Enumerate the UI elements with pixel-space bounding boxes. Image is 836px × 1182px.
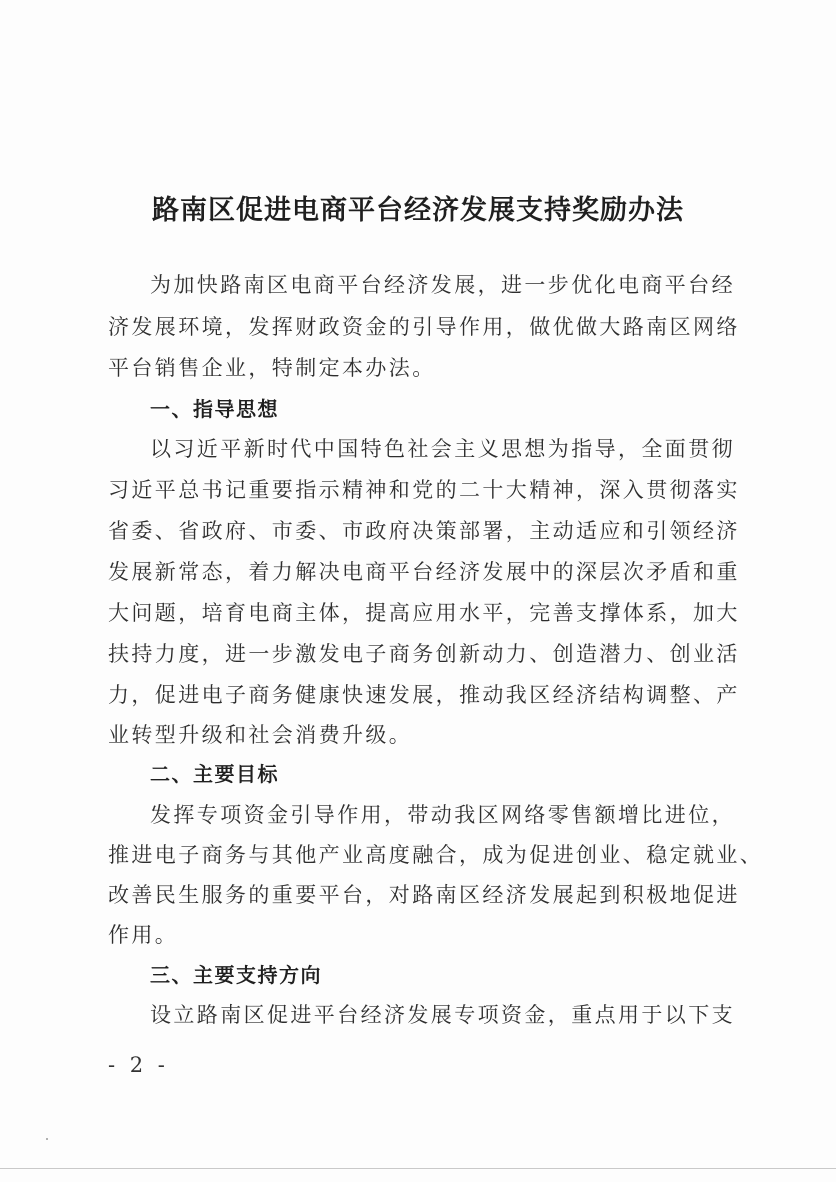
section-1-line-5: 大问题，培育电商主体，提高应用水平，完善支撑体系，加大 — [108, 601, 740, 625]
intro-line-2: 济发展环境，发挥财政资金的引导作用，做优做大路南区网络 — [108, 315, 740, 339]
section-1-line-4: 发展新常态，着力解决电商平台经济发展中的深层次矛盾和重 — [108, 560, 740, 584]
section-3-line-1: 设立路南区促进平台经济发展专项资金，重点用于以下支 — [150, 1003, 735, 1027]
section-2-line-1: 发挥专项资金引导作用，带动我区网络零售额增比进位， — [150, 803, 735, 827]
section-1-line-3: 省委、省政府、市委、市政府决策部署，主动适应和引领经济 — [108, 519, 740, 543]
intro-line-3: 平台销售企业，特制定本办法。 — [108, 356, 436, 380]
section-1-line-8: 业转型升级和社会消费升级。 — [108, 723, 413, 747]
section-1-line-6: 扶持力度，进一步激发电子商务创新动力、创造潜力、创业活 — [108, 642, 740, 666]
section-1-line-2: 习近平总书记重要指示精神和党的二十大精神，深入贯彻落实 — [108, 478, 740, 502]
footer-rule — [0, 1168, 836, 1169]
section-1-line-1: 以习近平新时代中国特色社会主义思想为指导，全面贯彻 — [150, 437, 735, 461]
document-title: 路南区促进电商平台经济发展支持奖励办法 — [152, 195, 684, 226]
section-heading-3: 三、主要支持方向 — [150, 963, 322, 987]
section-2-line-3: 改善民生服务的重要平台，对路南区经济发展起到积极地促进 — [108, 883, 740, 907]
page-number: - 2 - — [108, 1053, 169, 1077]
section-2-line-4: 作用。 — [108, 923, 179, 947]
section-1-line-7: 力，促进电子商务健康快速发展，推动我区经济结构调整、产 — [108, 683, 740, 707]
intro-line-1: 为加快路南区电商平台经济发展，进一步优化电商平台经 — [150, 273, 735, 297]
scan-speck — [46, 1138, 48, 1140]
section-heading-1: 一、指导思想 — [150, 397, 279, 421]
section-heading-2: 二、主要目标 — [150, 762, 279, 786]
section-2-line-2: 推进电子商务与其他产业高度融合，成为促进创业、稳定就业、 — [108, 843, 764, 867]
